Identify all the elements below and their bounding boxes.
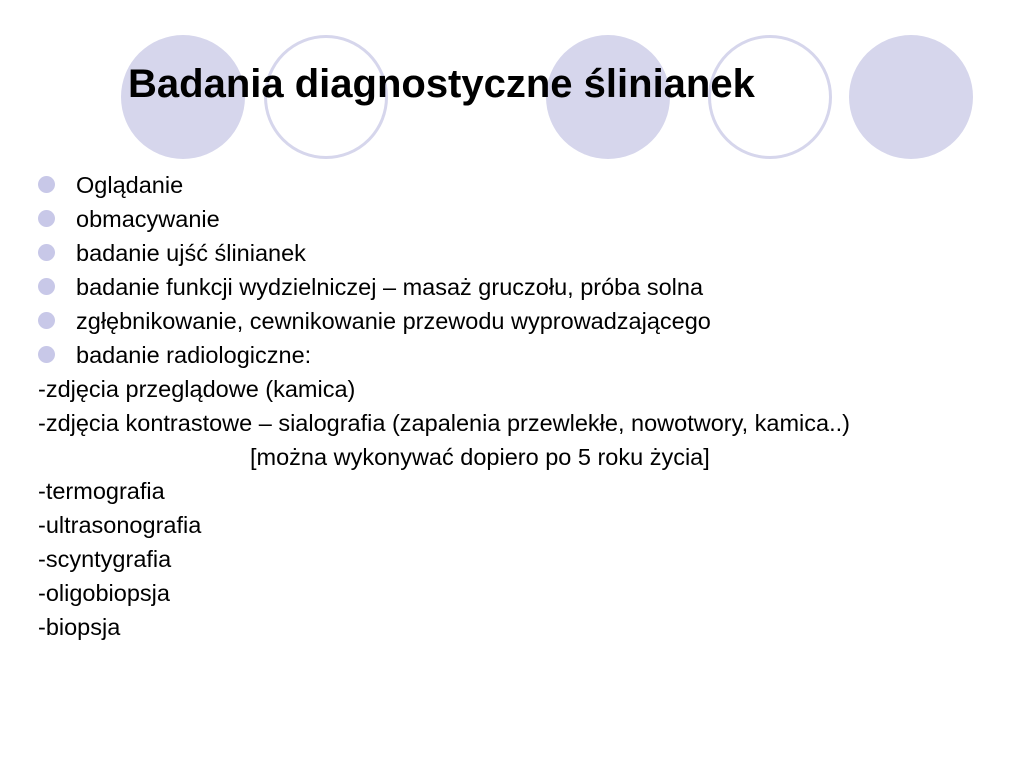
bullet-text: badanie radiologiczne:: [76, 342, 312, 368]
slide-content: [38, 168, 938, 644]
sub-line-oligobiopsy: -oligobiopsja: [38, 580, 170, 606]
bullet-dot-icon: [38, 210, 55, 227]
sub-line-ultrasonography: -ultrasonografia: [38, 512, 202, 538]
bullet-item: [38, 338, 938, 372]
bullet-text: obmacywanie: [76, 206, 220, 232]
bullet-text: badanie funkcji wydzielniczej – masaż gruczołu, próba solna: [76, 274, 704, 300]
bullet-item: [38, 304, 938, 338]
bullet-item: [38, 202, 938, 236]
bullet-item: [38, 236, 938, 270]
bullet-text: Oglądanie: [76, 172, 184, 198]
bullet-dot-icon: [38, 312, 55, 329]
sub-line-plain-xray: -zdjęcia przeglądowe (kamica): [38, 376, 356, 402]
bullet-text: badanie ujść ślinianek: [76, 240, 306, 266]
bullet-dot-icon: [38, 176, 55, 193]
bullet-text: zgłębnikowanie, cewnikowanie przewodu wyprowadzającego: [76, 308, 711, 334]
bullet-dot-icon: [38, 244, 55, 261]
sub-line-scintigraphy: -scyntygrafia: [38, 546, 172, 572]
slide-title: Badania diagnostyczne ślinianek: [128, 62, 755, 106]
sub-line-thermography: -termografia: [38, 478, 165, 504]
sub-line-contrast-xray: -zdjęcia kontrastowe – sialografia (zapalenia przewlekłe, nowotwory, kamica..): [38, 410, 850, 436]
bullet-item: [38, 270, 938, 304]
bullet-dot-icon: [38, 278, 55, 295]
decor-circle-5: [849, 35, 973, 159]
bullet-list: [38, 168, 938, 372]
sub-line-note: [można wykonywać dopiero po 5 roku życia]: [250, 444, 710, 470]
sub-line-biopsy: -biopsja: [38, 614, 121, 640]
bullet-item: [38, 168, 938, 202]
bullet-dot-icon: [38, 346, 55, 363]
